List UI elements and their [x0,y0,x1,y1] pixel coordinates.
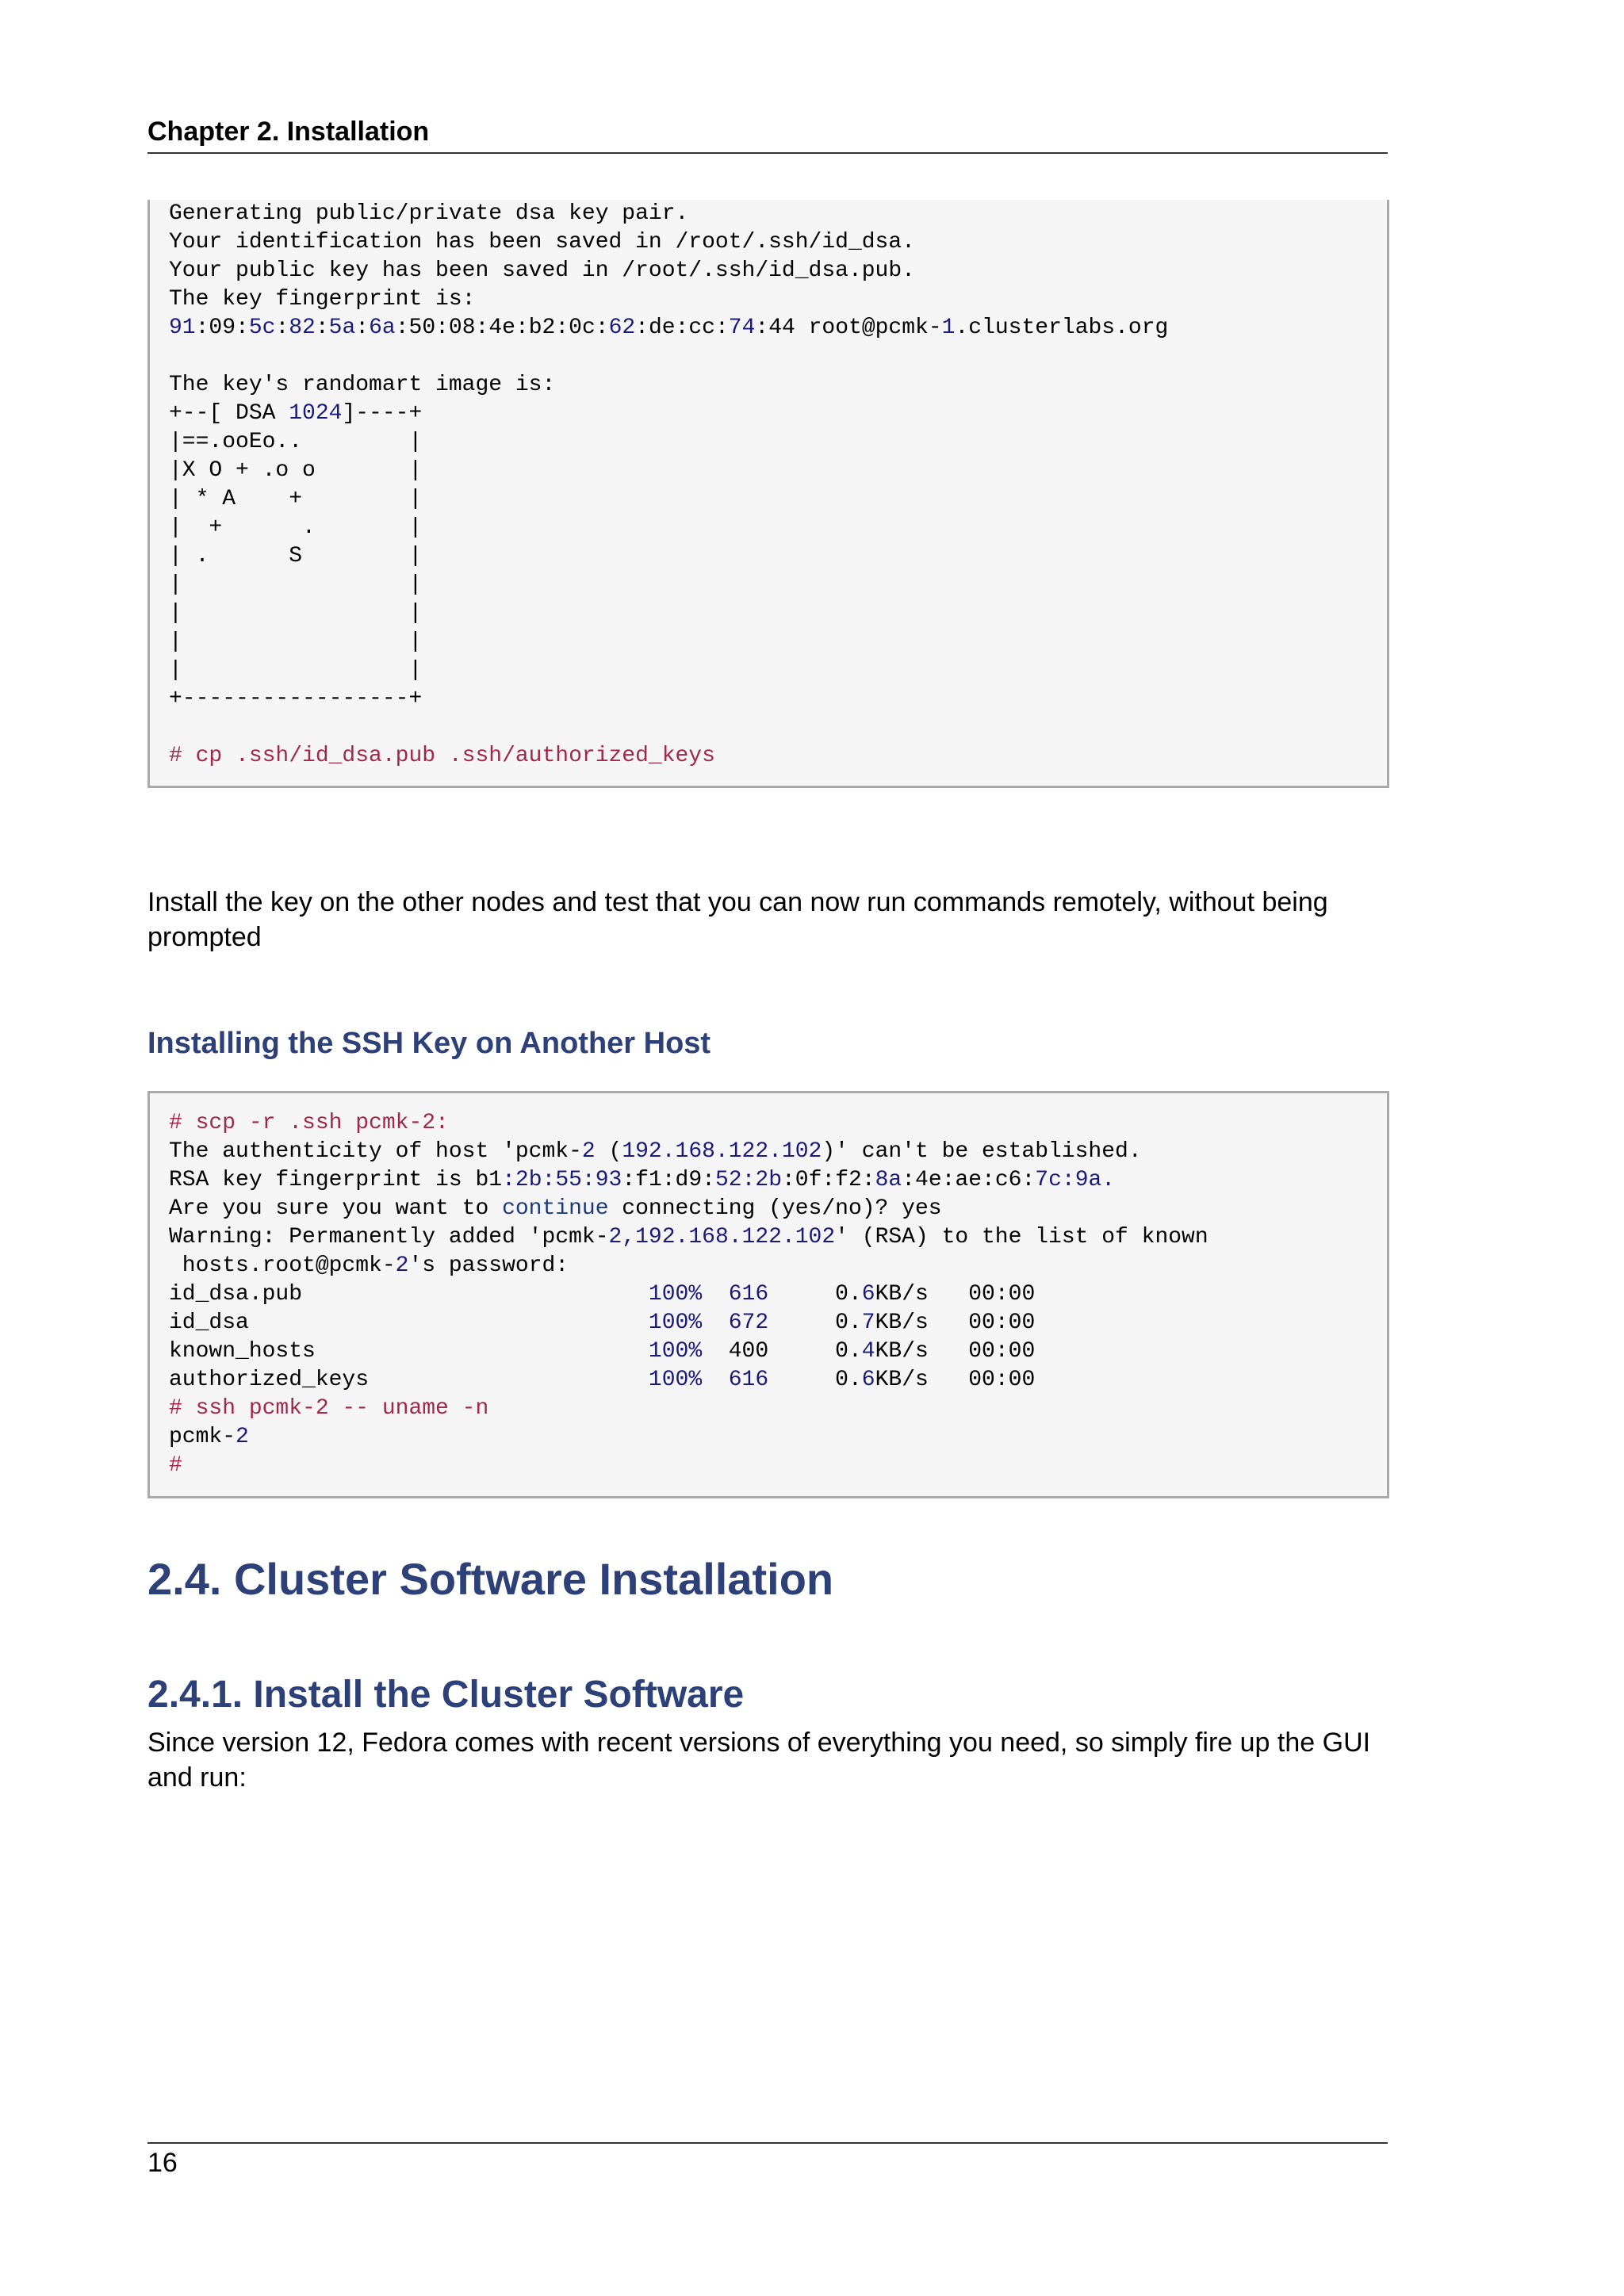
randomart-line: |==.ooEo.. | [169,430,423,454]
transfer-speed-a: 0. [835,1368,862,1392]
code-text: : [355,316,370,340]
code-text: pcmk- [169,1425,236,1449]
subsection-heading: 2.4.1. Install the Cluster Software [147,1674,745,1716]
page-header [147,116,1388,154]
code-line: Your public key has been saved in /root/.ssh/id_dsa.pub. [169,258,915,283]
code-text: Warning: Permanently added 'pcmk- [169,1225,609,1249]
transfer-size: 672 [728,1311,769,1335]
code-number: : [502,1168,515,1192]
code-number: 55 [555,1168,582,1192]
authenticity-line [169,1138,1368,1166]
randomart-bottom: +-----------------+ [169,687,423,711]
code-number: 2b [515,1168,542,1192]
code-block-scp [147,1091,1389,1498]
prompt-line: # [169,1453,182,1478]
code-text: ' (RSA) to the list of known [835,1225,1208,1249]
confirm-line [169,1195,1368,1223]
transfer-gap1 [702,1311,729,1335]
randomart-line: |X O + .o o | [169,458,423,483]
code-number: 91 [169,316,196,340]
code-text: The authenticity of host 'pcmk- [169,1139,582,1164]
transfer-name: authorized_keys [169,1368,649,1392]
code-text: , [622,1225,636,1249]
footer-rule [147,2142,1388,2144]
page-number: 16 [147,2148,178,2178]
transfer-size: 400 [728,1339,769,1364]
transfer-name: id_dsa.pub [169,1282,649,1307]
transfer-time: 00:00 [968,1311,1036,1335]
transfer-gap2 [768,1282,835,1307]
chapter-title: Chapter 2. Installation [147,117,430,147]
transfer-name: known_hosts [169,1339,649,1364]
code-text: ( [595,1139,622,1164]
randomart-top [169,400,1368,428]
code-number: : [741,1168,756,1192]
randomart-line: | | [169,629,423,654]
transfer-gap1 [702,1339,729,1364]
subheading-ssh-key: Installing the SSH Key on Another Host [147,1027,711,1060]
code-number: : [542,1168,556,1192]
transfer-speed-b: KB/s [875,1368,929,1392]
transfer-pct: 100% [648,1368,703,1392]
code-text: 50 [408,316,436,340]
code-line [169,714,1368,742]
code-text: 's password: [408,1253,569,1278]
code-block-keygen [147,200,1389,788]
output-line [169,1423,1368,1452]
code-text: : [275,316,289,340]
code-number: 1 [941,316,956,340]
code-text: ]----+ [342,401,423,426]
transfer-speed-a: 0. [835,1282,862,1307]
transfer-pct: 100% [648,1282,703,1307]
transfer-gap3 [929,1311,968,1335]
code-number: 2 [236,1425,249,1449]
code-number: 52 [714,1168,742,1192]
transfer-row [169,1366,1368,1395]
code-number: 8a [875,1168,902,1192]
transfer-gap2 [768,1339,835,1364]
paragraph-fedora: Since version 12, Fedora comes with recent versions of everything you need, so simply fire up the GUI and run: [147,1728,1371,1793]
code-number: 2b [755,1168,782,1192]
transfer-pct: 100% [648,1339,703,1364]
code-text: :0f:f2: [782,1168,875,1192]
transfer-speed-n: 4 [861,1339,875,1364]
transfer-speed-a: 0. [835,1311,862,1335]
code-number: 2 [608,1225,622,1249]
transfer-speed-n: 6 [861,1368,875,1392]
code-keyword: continue [502,1196,609,1221]
code-line: The key's randomart image is: [169,373,556,397]
paragraph-install-key: Install the key on the other nodes and test that you can now run commands remotely, without being prompted [147,887,1328,952]
transfer-speed-b: KB/s [875,1311,929,1335]
randomart-line: | | [169,601,423,626]
code-text: :de:cc: [635,316,729,340]
fingerprint-line [169,314,1368,342]
code-text: :4e:ae:c6: [902,1168,1036,1192]
code-number: 2 [395,1253,409,1278]
code-number: . [1101,1168,1116,1192]
code-text: :f1:d9: [622,1168,715,1192]
code-text: RSA key fingerprint is b1 [169,1168,503,1192]
transfer-row [169,1337,1368,1366]
code-text: hosts.root@pcmk- [169,1253,396,1278]
warning-line [169,1223,1368,1252]
code-number: 62 [608,316,636,340]
randomart-line: | + . | [169,515,423,540]
code-text: : [395,316,409,340]
transfer-row [169,1280,1368,1309]
code-number: 5a [328,316,356,340]
code-number: 9a [1074,1168,1102,1192]
transfer-rows [169,1280,1368,1395]
code-number: : [581,1168,596,1192]
transfer-time: 00:00 [968,1339,1036,1364]
command-line: # cp .ssh/id_dsa.pub .ssh/authorized_keys [169,744,715,768]
transfer-size: 616 [728,1368,769,1392]
transfer-row [169,1309,1368,1337]
code-number: : [1061,1168,1075,1192]
code-text: :09: [195,316,249,340]
code-number: 93 [595,1168,622,1192]
code-number: 74 [728,316,756,340]
section-heading: 2.4. Cluster Software Installation [147,1554,834,1604]
transfer-speed-n: 6 [861,1282,875,1307]
code-text: .clusterlabs.org [955,316,1169,340]
code-number: 82 [289,316,316,340]
code-text: : [315,316,329,340]
code-number: 2 [581,1139,596,1164]
code-text: connecting (yes/no)? yes [608,1196,942,1221]
code-text: +--[ DSA [169,401,289,426]
code-number: 7c [1035,1168,1062,1192]
code-text: Are you sure you want to [169,1196,503,1221]
command-line: # scp -r .ssh pcmk-2: [169,1111,449,1135]
code-number: 1024 [289,401,343,426]
transfer-gap2 [768,1368,835,1392]
rsa-fingerprint-line [169,1166,1368,1195]
code-number: 192.168.122.102 [622,1139,822,1164]
transfer-name: id_dsa [169,1311,649,1335]
code-line [169,342,1368,371]
transfer-speed-n: 7 [861,1311,875,1335]
transfer-size: 616 [728,1282,769,1307]
randomart-line: | * A + | [169,487,423,511]
transfer-speed-b: KB/s [875,1282,929,1307]
code-line: The key fingerprint is: [169,287,476,312]
transfer-speed-b: KB/s [875,1339,929,1364]
code-line: Your identification has been saved in /root/.ssh/id_dsa. [169,230,915,254]
randomart-line: | . S | [169,544,423,568]
transfer-speed-a: 0. [835,1339,862,1364]
randomart-line: | | [169,572,423,597]
code-number: 5c [248,316,276,340]
randomart-line: | | [169,658,423,683]
transfer-gap1 [702,1282,729,1307]
code-number: 192.168.122.102 [635,1225,836,1249]
code-text: :44 root@pcmk- [755,316,942,340]
transfer-gap3 [929,1282,968,1307]
transfer-gap2 [768,1311,835,1335]
transfer-gap1 [702,1368,729,1392]
transfer-pct: 100% [648,1311,703,1335]
code-number: 6a [369,316,396,340]
code-text: )' can't be established. [822,1139,1142,1164]
transfer-gap3 [929,1339,968,1364]
code-text: :08:4e:b2:0c: [435,316,609,340]
code-line: Generating public/private dsa key pair. [169,201,689,226]
transfer-time: 00:00 [968,1282,1036,1307]
password-line [169,1252,1368,1280]
transfer-time: 00:00 [968,1368,1036,1392]
transfer-gap3 [929,1368,968,1392]
command-line: # ssh pcmk-2 -- uname -n [169,1396,489,1421]
